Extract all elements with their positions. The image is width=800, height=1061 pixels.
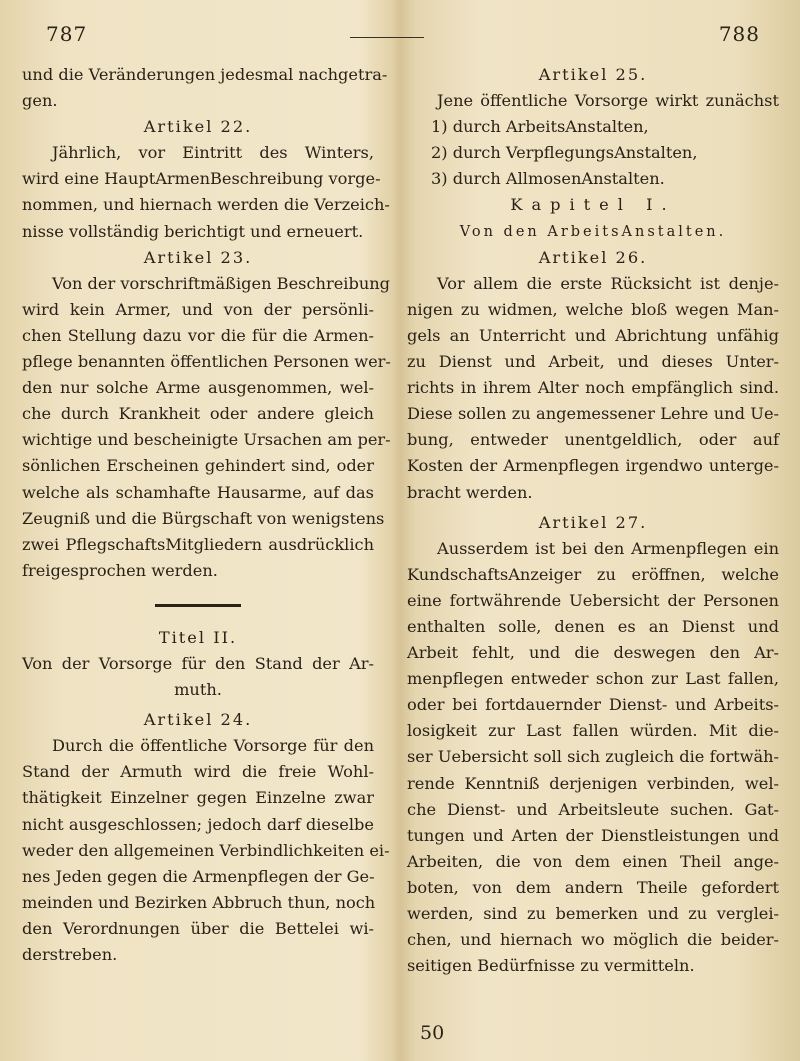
text-line: bung, entweder unentgeldlich, oder auf xyxy=(407,430,779,450)
text-line: freigesprochen werden. xyxy=(22,560,218,580)
text-line: Ausserdem ist bei den Armenpflegen ein xyxy=(437,538,779,558)
section-divider xyxy=(155,604,241,607)
text-line: chen Stellung dazu vor die für die Armen- xyxy=(22,325,374,345)
text-line: weder den allgemeinen Verbindlichkeiten ei- xyxy=(22,840,390,860)
text-line: den Verordnungen über die Bettelei wi- xyxy=(22,918,374,938)
article-22-heading: Artikel 22. xyxy=(143,117,253,137)
text-line: Diese sollen zu angemessener Lehre und Ue- xyxy=(407,404,779,424)
text-line: Durch die öffentliche Vorsorge für den xyxy=(52,736,374,756)
text-line: rende Kenntniß derjenigen verbinden, wel- xyxy=(407,773,779,793)
text-line: boten, von dem andern Theile gefordert xyxy=(407,877,779,897)
text-line: wird kein Armer, und von der persönli- xyxy=(22,299,374,319)
article-25-intro: Jene öffentliche Vorsorge wirkt zunächst xyxy=(437,91,779,111)
title-2-text: muth. xyxy=(174,680,222,700)
text-line: zwei PflegschaftsMitgliedern ausdrücklich xyxy=(22,534,374,554)
header-rule xyxy=(350,37,424,38)
article-24-heading: Artikel 24. xyxy=(143,710,253,730)
text-line: ser Uebersicht soll sich zugleich die fortwäh- xyxy=(407,747,779,767)
text-line: oder bei fortdauernder Dienst- und Arbeits- xyxy=(407,695,779,715)
text-line: menpflegen entweder schon zur Last fallen, xyxy=(407,669,779,689)
intro-paragraph xyxy=(22,62,388,114)
list-item: 1) durch ArbeitsAnstalten, xyxy=(431,117,649,137)
text-line: nicht ausgeschlossen; jedoch darf dieselbe xyxy=(22,814,374,834)
text-line: und die Veränderungen jedesmal nachgetra- xyxy=(22,65,388,84)
text-line: Arbeit fehlt, und die deswegen den Ar- xyxy=(407,643,779,663)
title-2-label: Titel II. xyxy=(158,627,238,647)
text-line: Arbeiten, die von dem einen Theil ange- xyxy=(407,851,779,871)
list-item: 2) durch VerpflegungsAnstalten, xyxy=(431,143,698,163)
text-line: nes Jeden gegen die Armenpflegen der Ge- xyxy=(22,866,375,886)
text-line: pflege benannten öffentlichen Personen wer- xyxy=(22,352,391,372)
text-line: nommen, und hiernach werden die Verzeich- xyxy=(22,195,390,215)
text-line: gels an Unterricht und Abrichtung unfähig xyxy=(407,325,779,345)
text-line: richts in ihrem Alter noch empfänglich sind. xyxy=(407,378,779,398)
left-column xyxy=(22,62,391,968)
article-24-text xyxy=(22,733,390,968)
text-line: sönlichen Erscheinen gehindert sind, oder xyxy=(22,456,374,476)
right-page-number: 788 xyxy=(718,22,760,46)
article-26-text xyxy=(407,271,779,506)
text-line: nisse vollständig berichtigt und erneuert. xyxy=(22,221,364,241)
text-line: nigen zu widmen, welche bloß wegen Man- xyxy=(407,299,779,319)
text-line: gen. xyxy=(22,91,58,111)
text-line: den nur solche Arme ausgenommen, wel- xyxy=(22,378,374,398)
text-line: thätigkeit Einzelner gegen Einzelne zwar xyxy=(22,788,374,808)
text-line: wichtige und bescheinigte Ursachen am per- xyxy=(22,430,391,450)
text-line: werden, sind zu bemerken und zu verglei- xyxy=(407,904,779,923)
article-23-heading: Artikel 23. xyxy=(143,247,253,267)
article-27-text xyxy=(407,536,779,980)
text-line: seitigen Bedürfnisse zu vermitteln. xyxy=(407,956,695,976)
article-27-heading: Artikel 27. xyxy=(538,512,648,532)
article-25-heading: Artikel 25. xyxy=(538,65,648,84)
text-line: meinden und Bezirken Abbruch thun, noch xyxy=(22,892,376,912)
text-line: welche als schamhafte Hausarme, auf das xyxy=(22,482,374,502)
text-line: wird eine HauptArmenBeschreibung vorge- xyxy=(22,169,381,189)
text-line: zu Dienst und Arbeit, und dieses Unter- xyxy=(407,352,779,372)
left-page-number: 787 xyxy=(46,22,88,46)
text-line: Zeugniß und die Bürgschaft von wenigstens xyxy=(22,508,385,528)
text-line: chen, und hiernach wo möglich die beider- xyxy=(407,930,779,950)
signature-mark: 50 xyxy=(420,1022,445,1044)
text-line: losigkeit zur Last fallen würden. Mit die- xyxy=(407,721,779,741)
text-line: enthalten solle, denen es an Dienst und xyxy=(407,616,779,636)
article-25-list xyxy=(407,114,779,192)
text-line: eine fortwährende Uebersicht der Personen xyxy=(407,590,779,610)
text-line: Von der vorschriftmäßigen Beschreibung xyxy=(52,273,391,293)
chapter-subheading: Von den ArbeitsAnstalten. xyxy=(459,223,727,240)
list-item: 3) durch AllmosenAnstalten. xyxy=(431,169,665,189)
text-line: Kosten der Armenpflegen irgendwo unterge- xyxy=(407,456,779,476)
text-line: che Dienst- und Arbeitsleute suchen. Gat- xyxy=(407,799,779,819)
text-line: che durch Krankheit oder andere gleich xyxy=(22,404,374,424)
text-line: tungen und Arten der Dienstleistungen und xyxy=(407,825,779,845)
article-22-text xyxy=(22,140,390,244)
text-line: KundschaftsAnzeiger zu eröffnen, welche xyxy=(407,564,779,584)
text-line: derstreben. xyxy=(22,945,118,964)
article-26-heading: Artikel 26. xyxy=(538,247,648,267)
text-line: Stand der Armuth wird die freie Wohl- xyxy=(22,762,374,782)
chapter-heading: Kapitel I. xyxy=(510,195,676,215)
text-line: bracht werden. xyxy=(407,482,533,502)
title-2-text: Von der Vorsorge für den Stand der Ar- xyxy=(22,653,374,673)
article-23-text xyxy=(22,271,391,584)
right-column xyxy=(407,62,779,979)
text-line: Vor allem die erste Rücksicht ist denje- xyxy=(437,273,779,293)
text-line: Jährlich, vor Eintritt des Winters, xyxy=(52,143,374,163)
